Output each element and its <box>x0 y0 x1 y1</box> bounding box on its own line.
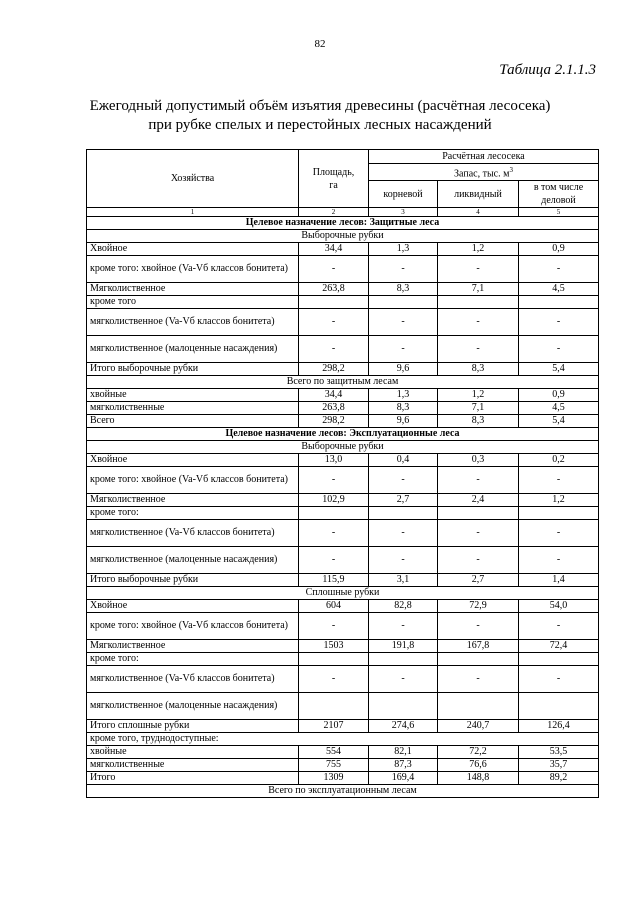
row-value: 102,9 <box>299 494 369 507</box>
header-root: корневой <box>369 181 438 208</box>
row-value: - <box>369 309 438 336</box>
page-number: 82 <box>314 38 326 50</box>
row-value: - <box>299 336 369 363</box>
header-area <box>299 150 369 208</box>
colnum-1: 1 <box>87 208 299 217</box>
row-value: 298,2 <box>299 415 369 428</box>
table-row <box>87 309 599 336</box>
row-value: 1,2 <box>519 494 599 507</box>
table-row <box>87 454 599 467</box>
row-value <box>519 693 599 720</box>
row-value: - <box>519 666 599 693</box>
row-value: 115,9 <box>299 574 369 587</box>
row-label: хвойные <box>87 389 299 402</box>
row-value: 263,8 <box>299 402 369 415</box>
table-row <box>87 243 599 256</box>
table-row <box>87 296 599 309</box>
row-value: - <box>369 256 438 283</box>
row-value: 82,8 <box>369 600 438 613</box>
row-label: Мягколиственное <box>87 494 299 507</box>
row-value <box>438 296 519 309</box>
row-value: 755 <box>299 759 369 772</box>
document-title <box>0 97 640 135</box>
row-value: 76,6 <box>438 759 519 772</box>
row-value: 34,4 <box>299 389 369 402</box>
row-value: - <box>438 666 519 693</box>
row-value: 1,3 <box>369 243 438 256</box>
row-value: 0,3 <box>438 454 519 467</box>
row-value <box>299 296 369 309</box>
header-estimated-cut: Расчётная лесосека <box>369 150 599 164</box>
row-label: хвойные <box>87 746 299 759</box>
estimated-cut-table <box>86 149 599 798</box>
row-value <box>369 693 438 720</box>
row-value: 554 <box>299 746 369 759</box>
table-body <box>87 150 599 798</box>
row-value: 72,2 <box>438 746 519 759</box>
colnum-2: 2 <box>299 208 369 217</box>
header-stock-label: Запас, тыс. м <box>454 168 510 180</box>
row-label: Итого <box>87 772 299 785</box>
row-value <box>369 296 438 309</box>
row-label: мягколиственное (малоценные насаждения) <box>87 336 299 363</box>
table-row <box>87 507 599 520</box>
row-value: - <box>369 547 438 574</box>
row-value: 240,7 <box>438 720 519 733</box>
row-value: 148,8 <box>438 772 519 785</box>
row-value <box>299 507 369 520</box>
subsection-heading: Сплошные рубки <box>87 587 599 600</box>
header-liquid: ликвидный <box>438 181 519 208</box>
header-farms: Хозяйства <box>87 150 299 208</box>
subsection-heading: Выборочные рубки <box>87 230 599 243</box>
row-value: - <box>438 467 519 494</box>
row-label: Итого сплошные рубки <box>87 720 299 733</box>
row-value: - <box>369 613 438 640</box>
row-value: 167,8 <box>438 640 519 653</box>
row-value: - <box>299 256 369 283</box>
sub-row <box>87 441 599 454</box>
row-value: - <box>519 467 599 494</box>
row-value: 298,2 <box>299 363 369 376</box>
row-value <box>438 693 519 720</box>
row-label: Итого выборочные рубки <box>87 363 299 376</box>
table-row <box>87 283 599 296</box>
row-label: мягколиственные <box>87 759 299 772</box>
row-value: 4,5 <box>519 402 599 415</box>
section-heading: Целевое назначение лесов: Защитные леса <box>87 217 599 230</box>
sub-row <box>87 785 599 798</box>
table-row <box>87 363 599 376</box>
row-value <box>299 693 369 720</box>
row-value: - <box>519 613 599 640</box>
row-value: 8,3 <box>438 363 519 376</box>
section-heading: Целевое назначение лесов: Эксплуатационные леса <box>87 428 599 441</box>
row-value: 7,1 <box>438 402 519 415</box>
row-value: 7,1 <box>438 283 519 296</box>
table-row <box>87 520 599 547</box>
row-value <box>438 653 519 666</box>
subsection-heading: Всего по эксплуатационным лесам <box>87 785 599 798</box>
header-area-line-1: Площадь, <box>312 166 355 178</box>
colnum-3: 3 <box>369 208 438 217</box>
row-value: 8,3 <box>369 283 438 296</box>
note-row <box>87 733 599 746</box>
row-value: 191,8 <box>369 640 438 653</box>
row-label: мягколиственное (Va-Vб классов бонитета) <box>87 666 299 693</box>
table-row <box>87 613 599 640</box>
table-row <box>87 759 599 772</box>
row-value: - <box>438 309 519 336</box>
row-value: - <box>299 467 369 494</box>
row-value: 13,0 <box>299 454 369 467</box>
row-value: - <box>519 547 599 574</box>
row-value: 87,3 <box>369 759 438 772</box>
row-value: - <box>438 520 519 547</box>
row-label: кроме того: <box>87 507 299 520</box>
row-value: 2,7 <box>369 494 438 507</box>
row-label: Всего <box>87 415 299 428</box>
row-value: 5,4 <box>519 415 599 428</box>
row-value: 54,0 <box>519 600 599 613</box>
row-label: кроме того <box>87 296 299 309</box>
section-row <box>87 217 599 230</box>
row-value: - <box>299 613 369 640</box>
row-value: 72,9 <box>438 600 519 613</box>
row-value: 126,4 <box>519 720 599 733</box>
row-value: 169,4 <box>369 772 438 785</box>
row-value: 34,4 <box>299 243 369 256</box>
row-value: - <box>369 666 438 693</box>
row-value: - <box>438 336 519 363</box>
row-value <box>519 653 599 666</box>
row-value: - <box>519 520 599 547</box>
row-label: кроме того: хвойное (Va-Vб классов бонитета) <box>87 256 299 283</box>
row-value: 0,9 <box>519 243 599 256</box>
row-value: 0,4 <box>369 454 438 467</box>
row-label: кроме того: хвойное (Va-Vб классов бонитета) <box>87 467 299 494</box>
row-value: 3,1 <box>369 574 438 587</box>
row-value: 1503 <box>299 640 369 653</box>
row-value: - <box>438 547 519 574</box>
row-value: 2,7 <box>438 574 519 587</box>
row-value: - <box>299 309 369 336</box>
section-row <box>87 428 599 441</box>
sub-row <box>87 376 599 389</box>
table-row <box>87 693 599 720</box>
colnum-5: 5 <box>519 208 599 217</box>
row-label: мягколиственное (малоценные насаждения) <box>87 547 299 574</box>
table-row <box>87 772 599 785</box>
row-value: 1,2 <box>438 389 519 402</box>
table-row <box>87 746 599 759</box>
header-commercial-line-1: в том числе <box>533 182 584 194</box>
row-label: мягколиственные <box>87 402 299 415</box>
row-value <box>519 507 599 520</box>
row-value <box>438 507 519 520</box>
row-value: 2,4 <box>438 494 519 507</box>
note-text: кроме того, труднодоступные: <box>87 733 599 746</box>
row-value <box>299 653 369 666</box>
row-value: - <box>299 520 369 547</box>
table-row <box>87 720 599 733</box>
subsection-heading: Всего по защитным лесам <box>87 376 599 389</box>
row-label: Хвойное <box>87 243 299 256</box>
row-value: 1309 <box>299 772 369 785</box>
row-value: 263,8 <box>299 283 369 296</box>
row-label: Хвойное <box>87 600 299 613</box>
row-value: 8,3 <box>438 415 519 428</box>
sub-row <box>87 230 599 243</box>
row-value <box>369 507 438 520</box>
row-value <box>519 296 599 309</box>
table-row <box>87 256 599 283</box>
row-value: 1,4 <box>519 574 599 587</box>
table-row <box>87 640 599 653</box>
table-row <box>87 574 599 587</box>
row-value: 9,6 <box>369 415 438 428</box>
row-value: 4,5 <box>519 283 599 296</box>
row-value: 1,3 <box>369 389 438 402</box>
table-row <box>87 666 599 693</box>
table-row <box>87 653 599 666</box>
row-value: 72,4 <box>519 640 599 653</box>
table-label: Таблица 2.1.1.3 <box>499 62 596 78</box>
row-value: 89,2 <box>519 772 599 785</box>
subsection-heading: Выборочные рубки <box>87 441 599 454</box>
table-row <box>87 415 599 428</box>
row-value: 82,1 <box>369 746 438 759</box>
header-commercial-line-2: деловой <box>541 195 576 207</box>
row-value: - <box>519 309 599 336</box>
table-row <box>87 547 599 574</box>
row-value: - <box>519 336 599 363</box>
title-line-1: Ежегодный допустимый объём изъятия древесины (расчётная лесосека) <box>89 98 551 114</box>
row-value: - <box>299 547 369 574</box>
row-value: - <box>438 613 519 640</box>
table-row <box>87 389 599 402</box>
row-value: 0,2 <box>519 454 599 467</box>
row-label: Мягколиственное <box>87 640 299 653</box>
row-label: Итого выборочные рубки <box>87 574 299 587</box>
title-line-2: при рубке спелых и перестойных лесных насаждений <box>148 117 492 133</box>
row-value: 2107 <box>299 720 369 733</box>
row-label: мягколиственное (Va-Vб классов бонитета) <box>87 520 299 547</box>
row-value: - <box>299 666 369 693</box>
row-value: 604 <box>299 600 369 613</box>
column-numbers-row <box>87 208 599 217</box>
row-label: мягколиственное (малоценные насаждения) <box>87 693 299 720</box>
row-value: 8,3 <box>369 402 438 415</box>
row-label: кроме того: хвойное (Va-Vб классов бонитета) <box>87 613 299 640</box>
header-commercial <box>519 181 599 208</box>
row-label: Мягколиственное <box>87 283 299 296</box>
header-stock-sup: 3 <box>509 166 513 174</box>
row-value: - <box>369 467 438 494</box>
row-value: 53,5 <box>519 746 599 759</box>
table-row <box>87 494 599 507</box>
row-value <box>369 653 438 666</box>
header-area-line-2: га <box>329 179 338 191</box>
row-label: Хвойное <box>87 454 299 467</box>
row-label: кроме того: <box>87 653 299 666</box>
row-value: - <box>369 520 438 547</box>
row-value: 274,6 <box>369 720 438 733</box>
row-value: 1,2 <box>438 243 519 256</box>
table-row <box>87 600 599 613</box>
row-label: мягколиственное (Va-Vб классов бонитета) <box>87 309 299 336</box>
row-value: - <box>519 256 599 283</box>
row-value: 35,7 <box>519 759 599 772</box>
header-stock <box>369 164 599 181</box>
row-value: 9,6 <box>369 363 438 376</box>
row-value: - <box>438 256 519 283</box>
row-value: 5,4 <box>519 363 599 376</box>
table-row <box>87 402 599 415</box>
row-value: - <box>369 336 438 363</box>
sub-row <box>87 587 599 600</box>
colnum-4: 4 <box>438 208 519 217</box>
table-row <box>87 336 599 363</box>
row-value: 0,9 <box>519 389 599 402</box>
table-row <box>87 467 599 494</box>
